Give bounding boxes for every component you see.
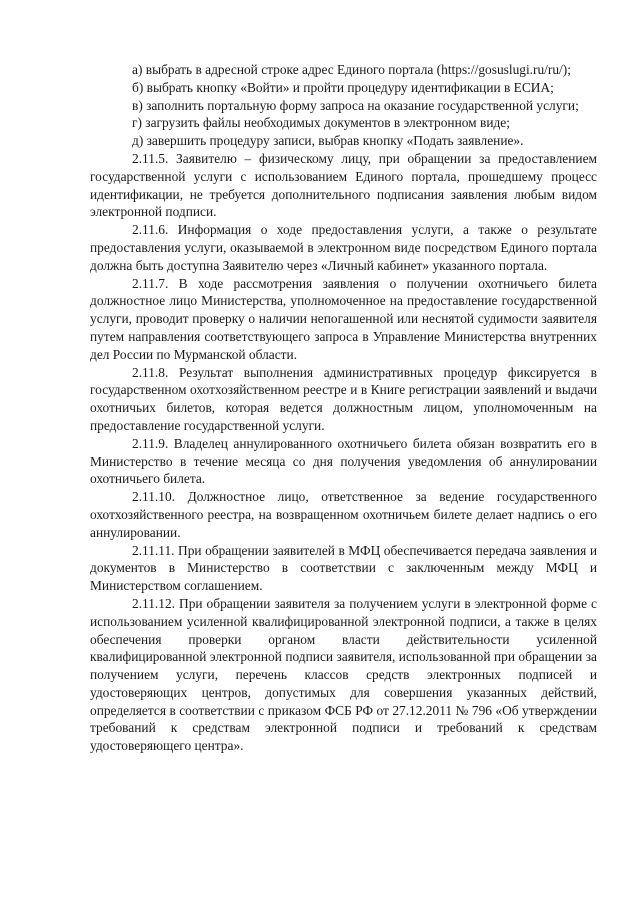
section-2-11-10: 2.11.10. Должностное лицо, ответственное за ведение государственного охотхозяйственного реестра, на возвращенном охотничьем билете делает надпись о его аннулировании. (90, 489, 597, 540)
section-2-11-5: 2.11.5. Заявителю – физическому лицу, при обращении за предоставлением государственной услуги с использованием Единого портала, прошедшему процесс идентификации, не требуется дополнительного подписания заявления любым видом электронной подписи. (90, 150, 597, 220)
list-item-c: в) заполнить портальную форму запроса на оказание государственной услуги; (132, 97, 579, 113)
document-body (90, 61, 597, 755)
list-item-d: г) загрузить файлы необходимых документов в электронном виде; (132, 115, 510, 131)
section-2-11-6: 2.11.6. Информация о ходе предоставления услуги, а также о результате предоставления услуги, оказываемой в электронном виде посредством Единого портала должна быть доступна Заявителю через «Личный кабинет» указанного портала. (90, 222, 597, 273)
section-2-11-8: 2.11.8. Результат выполнения административных процедур фиксируется в государственном охотхозяйственном реестре и в Книге регистрации заявлений и выдачи охотничьих билетов, которая ведется должностным лицом, уполномоченным на предоставление государственной услуги. (90, 364, 597, 433)
list-item-b: б) выбрать кнопку «Войти» и пройти процедуру идентификации в ЕСИА; (132, 79, 554, 95)
section-2-11-9: 2.11.9. Владелец аннулированного охотничьего билета обязан возвратить его в Министерство в течение месяца со дня получения уведомления об аннулировании охотничьего билета. (90, 435, 597, 487)
section-2-11-7: 2.11.7. В ходе рассмотрения заявления о получении охотничьего билета должностное лицо Министерства, уполномоченное на предоставление государственной услуги, проводит проверку о наличии непогашенной или неснятой судимости заявителя путем направления соответствующего запроса в Управление Министерства внутренних дел России по Мурманской области. (90, 275, 597, 362)
list-item-e: д) завершить процедуру записи, выбрав кнопку «Подать заявление». (132, 133, 524, 149)
section-2-11-11: 2.11.11. При обращении заявителей в МФЦ обеспечивается передача заявления и документов в Министерство в соответствии с заключенным между МФЦ и Министерством соглашением. (90, 542, 597, 594)
list-item-a: а) выбрать в адресной строке адрес Единого портала (https://gosuslugi.ru/ru/); (132, 62, 571, 77)
section-2-11-12: 2.11.12. При обращении заявителя за получением услуги в электронной форме с использованием усиленной квалифицированной электронной подписи, а также в целях обеспечения проверки органом власти действительности усиленной квалифицированной электронной подписи заявителя, использованной при обращении за получением услуги, перечень классов средств электронных подписей и удостоверяющих центров, допустимых для совершения указанных действий, определяется в соответствии с приказом ФСБ РФ от 27.12.2011 № 796 «Об утверждении требований к средствам электронной подписи и требований к средствам удостоверяющего центра». (90, 595, 597, 754)
